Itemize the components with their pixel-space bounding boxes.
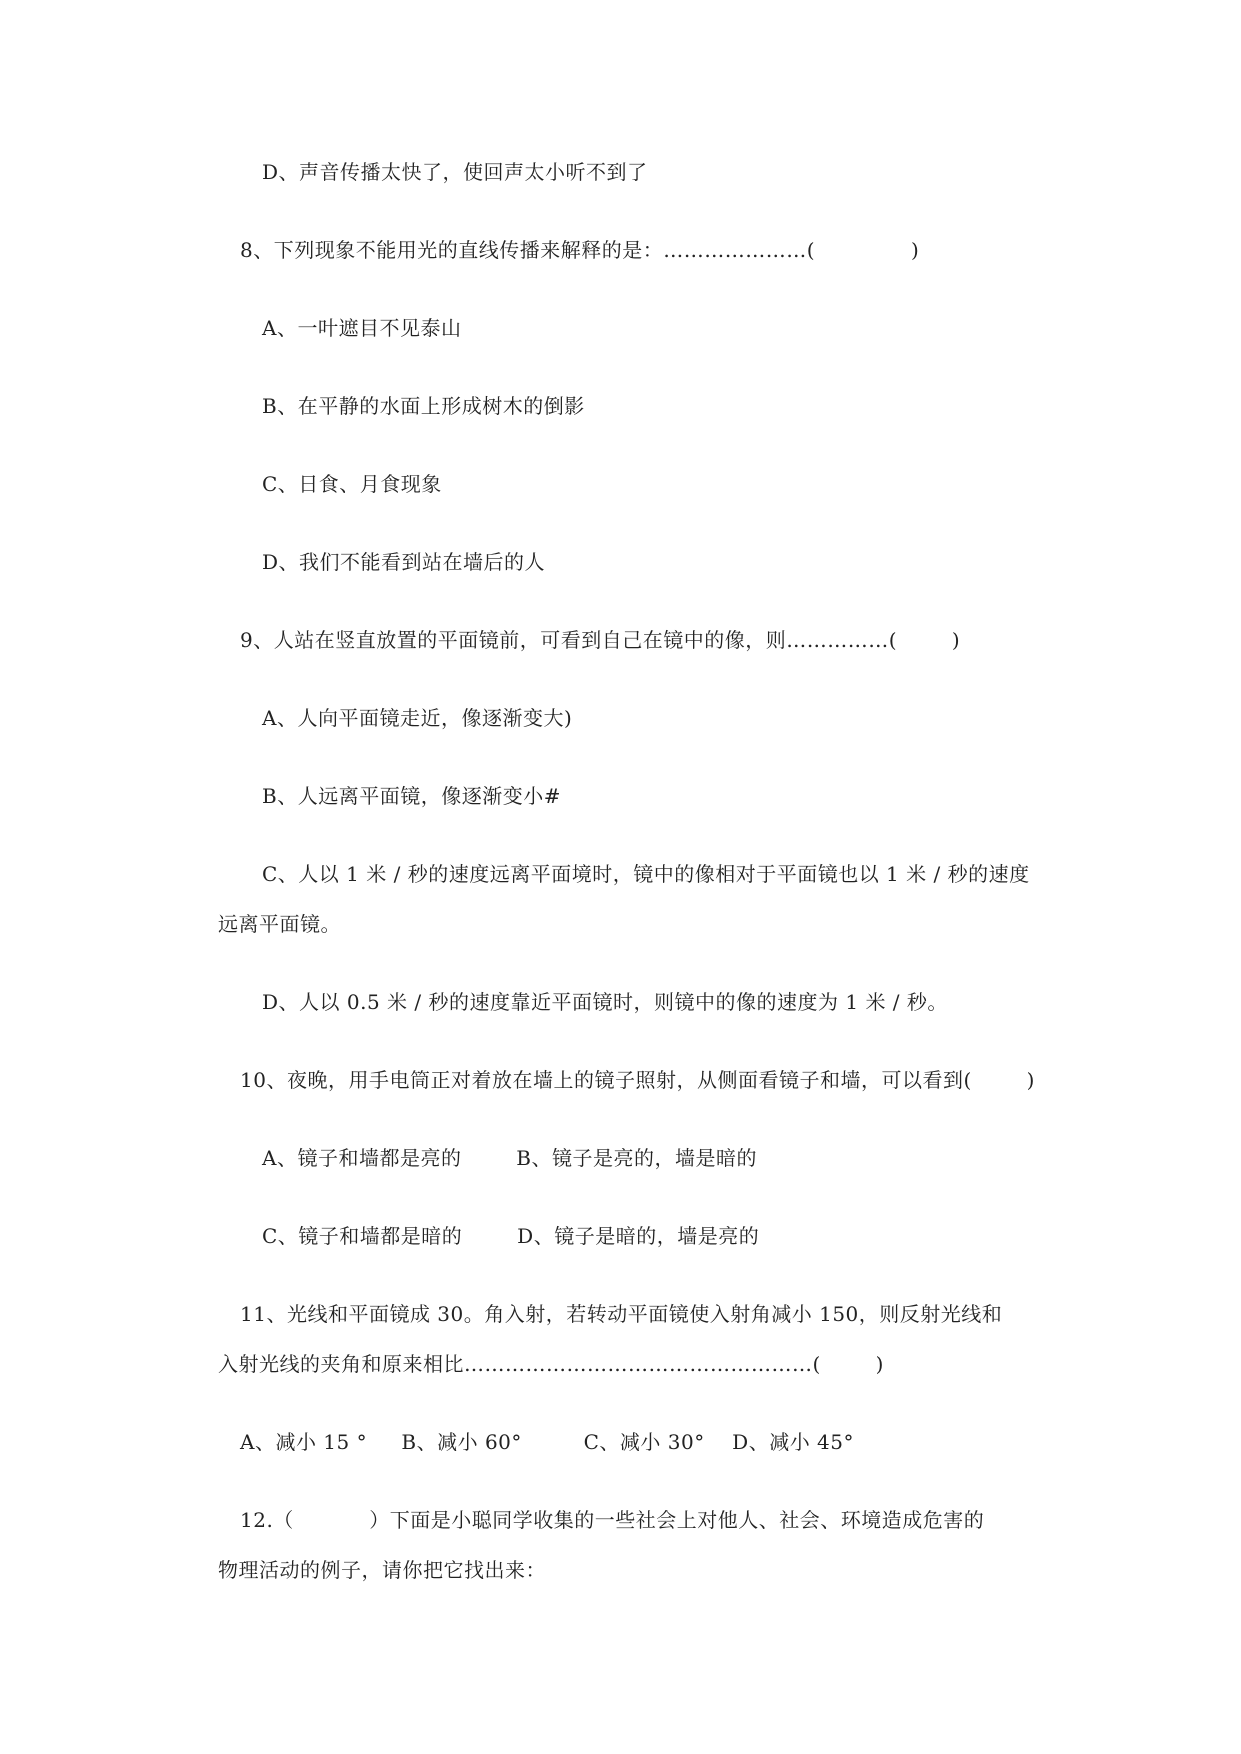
- q10-options-row1: A、镜子和墙都是亮的 B、镜子是亮的，墙是暗的: [262, 1146, 757, 1170]
- q9-option-c-line2: 远离平面镜。: [218, 912, 341, 936]
- q12-stem-line1: 12.（ ）下面是小聪同学收集的一些社会上对他人、社会、环境造成危害的: [240, 1508, 985, 1532]
- q9-option-d: D、人以 0.5 米 / 秒的速度靠近平面镜时，则镜中的像的速度为 1 米 / 秒。: [262, 990, 948, 1014]
- q8-option-c: C、日食、月食现象: [262, 472, 442, 496]
- q11-stem-line1: 11、光线和平面镜成 30。角入射，若转动平面镜使入射角减小 150，则反射光线和: [240, 1302, 1003, 1326]
- q10-stem: 10、夜晚，用手电筒正对着放在墙上的镜子照射，从侧面看镜子和墙，可以看到( ): [240, 1068, 1035, 1092]
- q11-options: A、减小 15 ° B、减小 60° C、减小 30° D、减小 45°: [240, 1430, 854, 1454]
- q10-options-row2: C、镜子和墙都是暗的 D、镜子是暗的，墙是亮的: [262, 1224, 760, 1248]
- q12-stem-line2: 物理活动的例子，请你把它找出来：: [218, 1558, 546, 1582]
- q9-stem: 9、人站在竖直放置的平面镜前，可看到自己在镜中的像，则……………( ): [240, 628, 961, 652]
- q7-option-d: D、声音传播太快了，使回声太小听不到了: [262, 160, 648, 184]
- q8-stem: 8、下列现象不能用光的直线传播来解释的是：…………………( ): [240, 238, 920, 262]
- q8-option-a: A、一叶遮目不见泰山: [262, 316, 462, 340]
- q11-stem-line2: 入射光线的夹角和原来相比……………………………………………( ): [218, 1352, 884, 1376]
- q9-option-c-line1: C、人以 1 米 / 秒的速度远离平面境时，镜中的像相对于平面镜也以 1 米 / 秒的速度: [262, 862, 1030, 886]
- q8-option-d: D、我们不能看到站在墙后的人: [262, 550, 546, 574]
- q9-option-a: A、人向平面镜走近，像逐渐变大): [262, 706, 573, 730]
- q9-option-b: B、人远离平面镜，像逐渐变小#: [262, 784, 561, 808]
- q8-option-b: B、在平静的水面上形成树木的倒影: [262, 394, 585, 418]
